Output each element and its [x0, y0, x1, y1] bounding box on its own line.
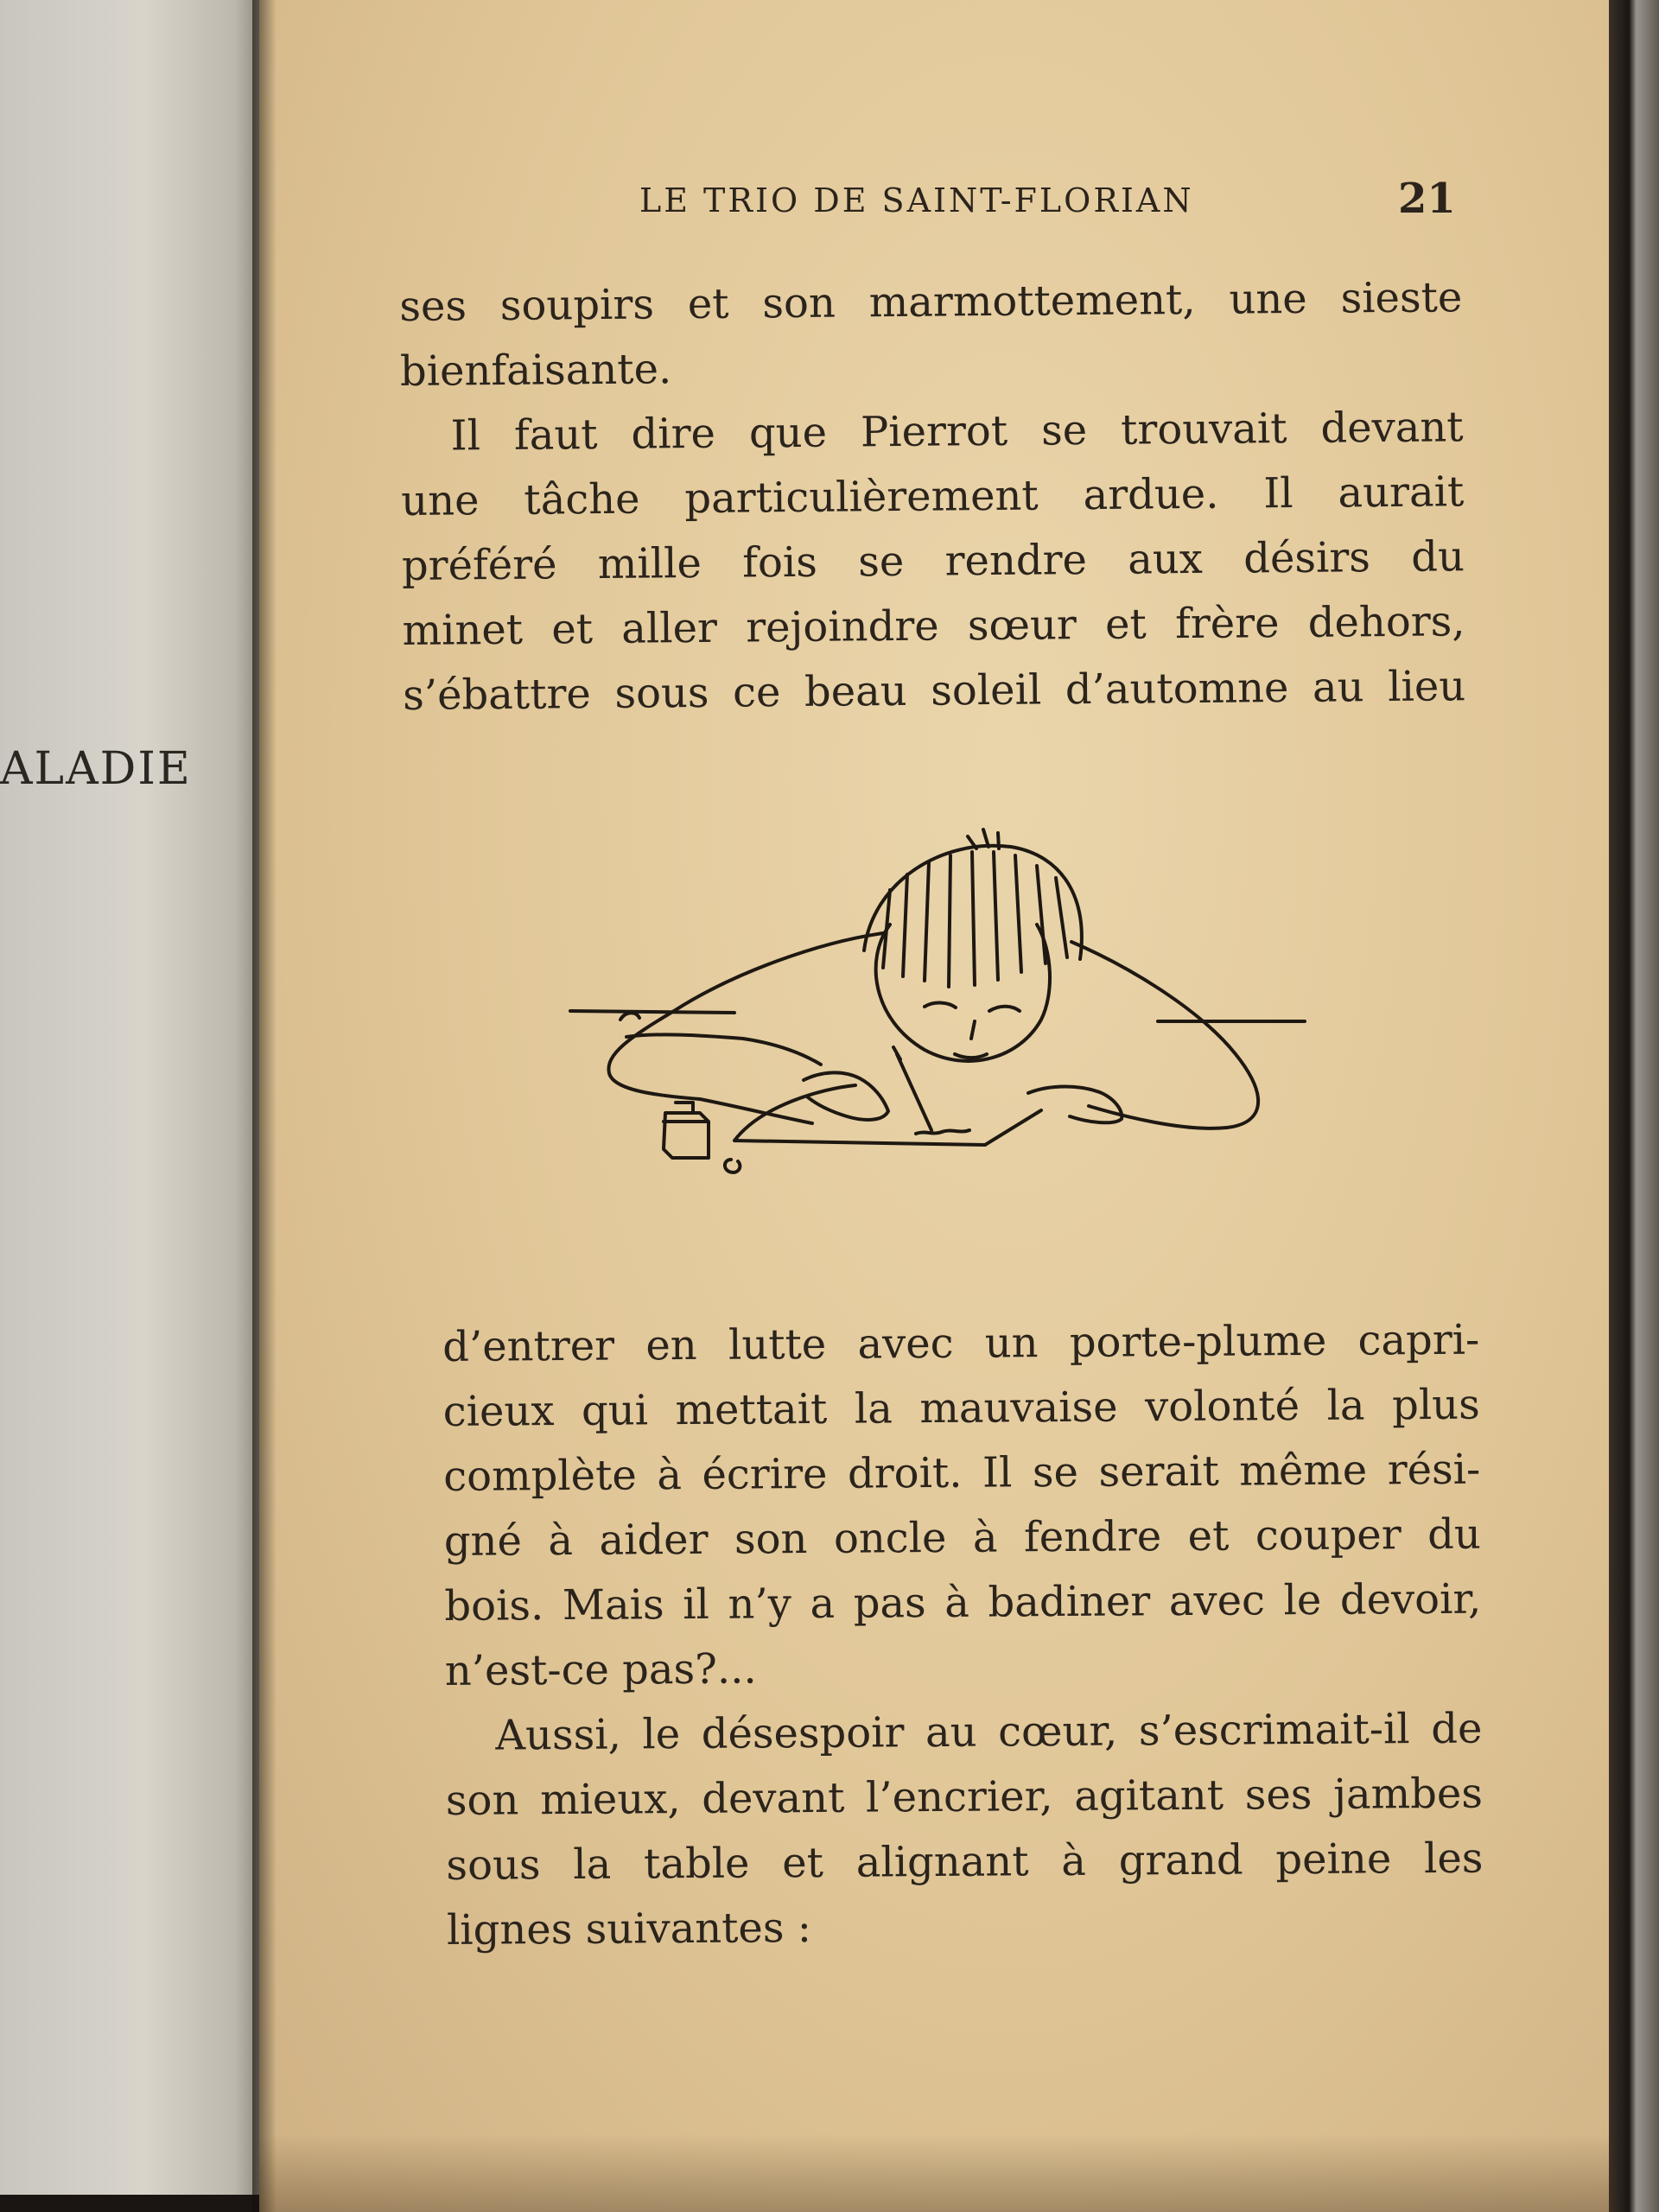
inkwell — [664, 1103, 709, 1158]
left-arm — [626, 1034, 821, 1123]
text-line: complète à écrire droit. Il se serait même rési- — [443, 1445, 1481, 1501]
text-line: préféré mille fois se rendre aux désirs du — [401, 532, 1465, 590]
closed-eye-right — [989, 1007, 1020, 1011]
text-line: Il faut dire que Pierrot se trouvait devant — [450, 403, 1464, 461]
text-line: cieux qui mettait la mauvaise volonté la plus — [442, 1380, 1480, 1436]
mouth — [955, 1054, 987, 1058]
text-line: son mieux, devant l’encrier, agitant ses jambes — [445, 1769, 1484, 1825]
text-line: bienfaisante. — [399, 345, 672, 396]
text-line: une tâche particulièrement ardue. Il aurait — [401, 467, 1465, 525]
lower-text-block — [442, 1308, 1484, 1963]
running-head: LE TRIO DE SAINT-FLORIAN — [639, 181, 1194, 219]
left-page-heading-fragment: ALADIE — [0, 743, 192, 795]
nose — [971, 1021, 975, 1039]
writing-hand — [804, 1072, 888, 1120]
closed-eye-left — [925, 1003, 956, 1007]
boy-writing-illustration — [562, 795, 1322, 1244]
text-line: gné à aider son oncle à fendre et couper du — [443, 1510, 1481, 1566]
right-shoulder — [1071, 942, 1258, 1128]
page-number: 21 — [1398, 175, 1456, 223]
upper-text-block — [399, 265, 1466, 728]
left-page — [0, 0, 261, 2195]
text-line: Aussi, le désespoir au cœur, s’escrimait-il de — [495, 1704, 1483, 1760]
right-hand — [1028, 1087, 1122, 1123]
paper-writing — [916, 1130, 969, 1134]
eraser — [725, 1160, 740, 1173]
text-line: d’entrer en lutte avec un porte-plume capri- — [442, 1315, 1480, 1371]
chair-mark — [620, 1013, 639, 1020]
boy-head-outline — [876, 925, 1050, 1061]
text-line: lignes suivantes : — [446, 1904, 812, 1955]
text-line: n’est-ce pas?... — [444, 1644, 757, 1695]
gutter-shadow — [252, 0, 276, 2212]
page-bottom-shadow — [259, 2134, 1616, 2212]
text-line: bois. Mais il n’y a pas à badiner avec le devoir, — [444, 1574, 1482, 1630]
text-line: s’ébattre sous ce beau soleil d’automne au lieu — [403, 662, 1466, 720]
text-line: ses soupirs et son marmottement, une sieste — [399, 273, 1463, 331]
table-edge-left — [570, 1011, 734, 1013]
page-edge — [1609, 0, 1659, 2212]
pen — [893, 1047, 931, 1130]
text-line: minet et aller rejoindre sœur et frère dehors, — [402, 597, 1465, 655]
text-line: sous la table et alignant à grand peine les — [446, 1834, 1484, 1890]
